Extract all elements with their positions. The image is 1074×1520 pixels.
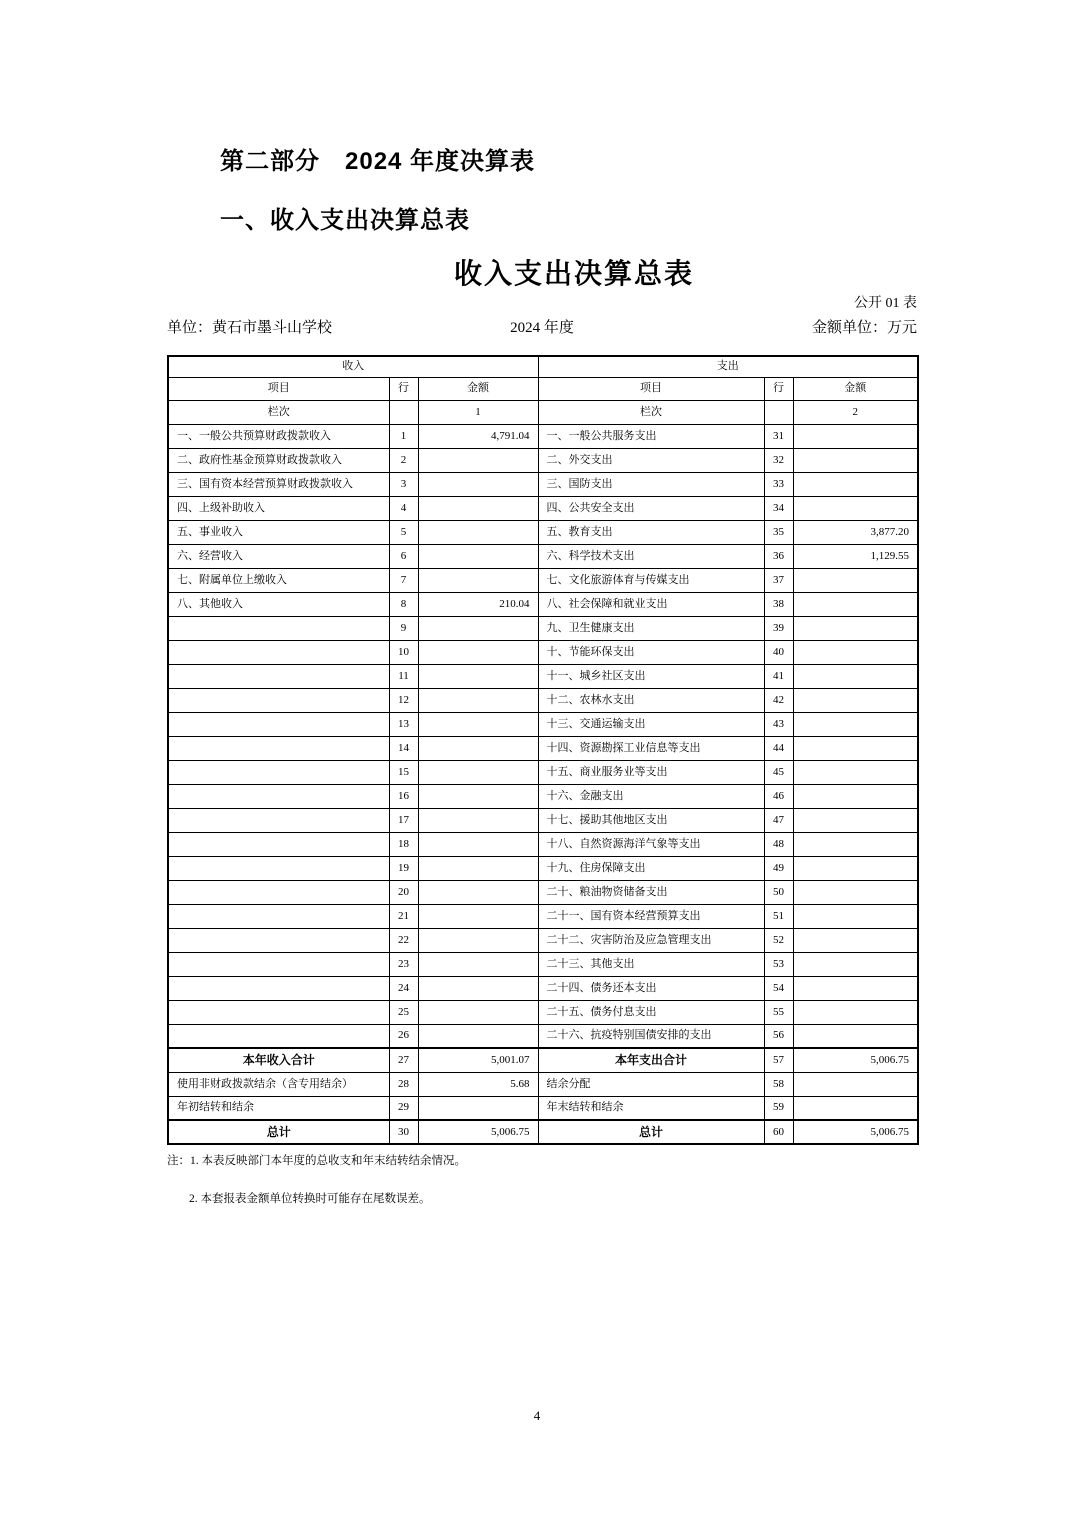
expense-item-cell: 十九、住房保障支出	[538, 856, 764, 880]
expense-rowno-cell: 41	[764, 664, 793, 688]
expense-item-cell: 五、教育支出	[538, 520, 764, 544]
income-amount-cell: 210.04	[418, 592, 538, 616]
expense-amount-cell: 1,129.55	[793, 544, 918, 568]
income-item-cell	[168, 664, 389, 688]
expense-amount-cell	[793, 856, 918, 880]
expense-item-cell: 十八、自然资源海洋气象等支出	[538, 832, 764, 856]
income-column-number: 1	[418, 400, 538, 424]
expense-amount-cell	[793, 1000, 918, 1024]
income-item-cell	[168, 736, 389, 760]
income-amount-cell	[418, 472, 538, 496]
income-item-cell	[168, 712, 389, 736]
table-row	[168, 568, 918, 592]
expense-rowno-cell: 37	[764, 568, 793, 592]
income-item-cell: 五、事业收入	[168, 520, 389, 544]
income-rowno-cell: 27	[389, 1048, 418, 1072]
income-item-cell: 总计	[168, 1120, 389, 1144]
expense-item-cell: 二十二、灾害防治及应急管理支出	[538, 928, 764, 952]
income-rowno-cell: 12	[389, 688, 418, 712]
income-item-cell: 八、其他收入	[168, 592, 389, 616]
income-rowno-cell: 1	[389, 424, 418, 448]
income-item-cell	[168, 808, 389, 832]
income-rowno-cell: 3	[389, 472, 418, 496]
income-rowno-cell: 29	[389, 1096, 418, 1120]
income-amount-cell	[418, 784, 538, 808]
table-row	[168, 832, 918, 856]
expense-rowno-cell: 48	[764, 832, 793, 856]
column-index-row	[168, 400, 918, 424]
income-amount-cell: 5,001.07	[418, 1048, 538, 1072]
page-number: 4	[533, 1408, 541, 1423]
income-rowno-cell: 26	[389, 1024, 418, 1048]
expense-amount-cell: 5,006.75	[793, 1120, 918, 1144]
expense-rowno-cell: 39	[764, 616, 793, 640]
expense-amount-cell	[793, 784, 918, 808]
table-row	[168, 760, 918, 784]
expense-lanci-label: 栏次	[538, 400, 764, 424]
expense-rowno-cell: 42	[764, 688, 793, 712]
income-rowno-cell: 15	[389, 760, 418, 784]
column-header-row	[168, 377, 918, 400]
expense-amount-cell	[793, 712, 918, 736]
income-item-cell	[168, 880, 389, 904]
table-row	[168, 712, 918, 736]
income-rowno-cell: 17	[389, 808, 418, 832]
expense-item-column-header: 项目	[538, 377, 764, 400]
table-row	[168, 640, 918, 664]
income-amount-cell	[418, 664, 538, 688]
income-amount-cell	[418, 448, 538, 472]
income-lanci-empty-cell	[389, 400, 418, 424]
income-item-cell	[168, 616, 389, 640]
expense-item-cell: 三、国防支出	[538, 472, 764, 496]
section-title: 第二部分 2024 年度决算表	[220, 148, 536, 175]
income-item-cell	[168, 1024, 389, 1048]
note-line-1: 注：1. 本表反映部门本年度的总收支和年末结转结余情况。	[167, 1155, 466, 1167]
expense-item-cell: 十四、资源勘探工业信息等支出	[538, 736, 764, 760]
table-title: 收入支出决算总表	[453, 259, 694, 290]
expense-item-cell: 九、卫生健康支出	[538, 616, 764, 640]
expense-amount-column-header: 金额	[793, 377, 918, 400]
expense-amount-cell: 5,006.75	[793, 1048, 918, 1072]
table-row	[168, 808, 918, 832]
expense-rowno-cell: 40	[764, 640, 793, 664]
table-row	[168, 736, 918, 760]
table-row	[168, 1048, 918, 1072]
income-item-cell	[168, 688, 389, 712]
income-item-cell: 四、上级补助收入	[168, 496, 389, 520]
income-rowno-cell: 16	[389, 784, 418, 808]
income-amount-cell	[418, 856, 538, 880]
expense-item-cell: 十三、交通运输支出	[538, 712, 764, 736]
expense-rowno-cell: 35	[764, 520, 793, 544]
table-row	[168, 592, 918, 616]
income-rowno-cell: 21	[389, 904, 418, 928]
income-item-cell: 三、国有资本经营预算财政拨款收入	[168, 472, 389, 496]
expense-rowno-cell: 59	[764, 1096, 793, 1120]
expense-amount-cell	[793, 880, 918, 904]
expense-amount-cell	[793, 904, 918, 928]
table-row	[168, 1096, 918, 1120]
section-header-row	[168, 356, 918, 377]
expense-amount-cell	[793, 640, 918, 664]
expense-item-cell: 十五、商业服务业等支出	[538, 760, 764, 784]
expense-item-cell: 总计	[538, 1120, 764, 1144]
income-rowno-cell: 11	[389, 664, 418, 688]
income-item-cell	[168, 784, 389, 808]
expense-item-cell: 六、科学技术支出	[538, 544, 764, 568]
income-item-cell: 本年收入合计	[168, 1048, 389, 1072]
income-rowno-cell: 23	[389, 952, 418, 976]
expense-amount-cell	[793, 976, 918, 1000]
note-line-2: 2. 本套报表金额单位转换时可能存在尾数误差。	[189, 1193, 431, 1205]
income-item-cell: 六、经营收入	[168, 544, 389, 568]
expense-amount-cell: 3,877.20	[793, 520, 918, 544]
expense-rowno-cell: 38	[764, 592, 793, 616]
table-row	[168, 1024, 918, 1048]
expense-amount-cell	[793, 688, 918, 712]
income-amount-cell: 5.68	[418, 1072, 538, 1096]
income-amount-cell: 4,791.04	[418, 424, 538, 448]
income-item-cell: 七、附属单位上缴收入	[168, 568, 389, 592]
expense-rowno-cell: 49	[764, 856, 793, 880]
income-amount-cell	[418, 1024, 538, 1048]
income-rowno-cell: 28	[389, 1072, 418, 1096]
expense-item-cell: 十一、城乡社区支出	[538, 664, 764, 688]
expense-rowno-cell: 54	[764, 976, 793, 1000]
expense-amount-cell	[793, 928, 918, 952]
income-amount-cell	[418, 808, 538, 832]
income-rowno-cell: 25	[389, 1000, 418, 1024]
expense-rowno-cell: 46	[764, 784, 793, 808]
table-row	[168, 1072, 918, 1096]
expense-amount-cell	[793, 1096, 918, 1120]
expense-rowno-cell: 57	[764, 1048, 793, 1072]
income-section-header: 收入	[168, 356, 538, 377]
table-row	[168, 688, 918, 712]
income-item-cell: 一、一般公共预算财政拨款收入	[168, 424, 389, 448]
subsection-title: 一、收入支出决算总表	[220, 207, 470, 234]
income-amount-cell	[418, 640, 538, 664]
expense-rowno-cell: 32	[764, 448, 793, 472]
income-rowno-cell: 9	[389, 616, 418, 640]
income-item-column-header: 项目	[168, 377, 389, 400]
expense-item-cell: 本年支出合计	[538, 1048, 764, 1072]
table-row	[168, 1000, 918, 1024]
income-rowno-cell: 2	[389, 448, 418, 472]
income-item-cell	[168, 1000, 389, 1024]
income-item-cell: 年初结转和结余	[168, 1096, 389, 1120]
income-item-cell	[168, 856, 389, 880]
expense-rowno-cell: 60	[764, 1120, 793, 1144]
income-item-cell	[168, 832, 389, 856]
income-item-cell	[168, 976, 389, 1000]
expense-rowno-cell: 45	[764, 760, 793, 784]
expense-column-number: 2	[793, 400, 918, 424]
table-row	[168, 448, 918, 472]
expense-item-cell: 二十三、其他支出	[538, 952, 764, 976]
income-amount-cell	[418, 736, 538, 760]
income-item-cell	[168, 640, 389, 664]
income-rowno-cell: 6	[389, 544, 418, 568]
income-rowno-cell: 7	[389, 568, 418, 592]
income-item-cell: 二、政府性基金预算财政拨款收入	[168, 448, 389, 472]
income-rowno-cell: 14	[389, 736, 418, 760]
expense-item-cell: 七、文化旅游体育与传媒支出	[538, 568, 764, 592]
year-label: 2024 年度	[510, 320, 574, 336]
unit-label: 单位：黄石市墨斗山学校	[167, 320, 333, 336]
income-rowno-column-header: 行	[389, 377, 418, 400]
table-row	[168, 952, 918, 976]
income-amount-cell	[418, 880, 538, 904]
expense-rowno-cell: 44	[764, 736, 793, 760]
table-row	[168, 904, 918, 928]
expense-lanci-empty-cell	[764, 400, 793, 424]
expense-rowno-cell: 51	[764, 904, 793, 928]
expense-rowno-cell: 58	[764, 1072, 793, 1096]
expense-item-cell: 十、节能环保支出	[538, 640, 764, 664]
expense-item-cell: 十七、援助其他地区支出	[538, 808, 764, 832]
income-lanci-label: 栏次	[168, 400, 389, 424]
expense-item-cell: 二十五、债务付息支出	[538, 1000, 764, 1024]
expense-amount-cell	[793, 592, 918, 616]
amount-unit-label: 金额单位：万元	[811, 320, 917, 336]
expense-amount-cell	[793, 568, 918, 592]
income-amount-cell	[418, 616, 538, 640]
income-rowno-cell: 10	[389, 640, 418, 664]
budget-table	[167, 355, 919, 1145]
expense-amount-cell	[793, 424, 918, 448]
expense-amount-cell	[793, 472, 918, 496]
expense-item-cell: 结余分配	[538, 1072, 764, 1096]
income-amount-cell	[418, 712, 538, 736]
income-rowno-cell: 20	[389, 880, 418, 904]
expense-rowno-cell: 56	[764, 1024, 793, 1048]
expense-amount-cell	[793, 760, 918, 784]
table-row	[168, 544, 918, 568]
income-amount-cell	[418, 496, 538, 520]
income-rowno-cell: 13	[389, 712, 418, 736]
income-amount-cell	[418, 544, 538, 568]
expense-section-header: 支出	[538, 356, 918, 377]
table-row	[168, 928, 918, 952]
table-row	[168, 1120, 918, 1144]
expense-rowno-cell: 55	[764, 1000, 793, 1024]
income-amount-cell	[418, 976, 538, 1000]
income-amount-cell	[418, 568, 538, 592]
expense-rowno-cell: 36	[764, 544, 793, 568]
expense-item-cell: 年末结转和结余	[538, 1096, 764, 1120]
table-row	[168, 496, 918, 520]
income-amount-cell	[418, 832, 538, 856]
income-rowno-cell: 30	[389, 1120, 418, 1144]
expense-item-cell: 八、社会保障和就业支出	[538, 592, 764, 616]
expense-rowno-cell: 53	[764, 952, 793, 976]
expense-rowno-cell: 33	[764, 472, 793, 496]
expense-item-cell: 十二、农林水支出	[538, 688, 764, 712]
expense-amount-cell	[793, 808, 918, 832]
expense-rowno-cell: 43	[764, 712, 793, 736]
expense-amount-cell	[793, 832, 918, 856]
table-meta-line	[167, 316, 917, 337]
income-amount-cell	[418, 760, 538, 784]
table-code-label: 公开 01 表	[854, 296, 917, 311]
income-amount-cell: 5,006.75	[418, 1120, 538, 1144]
income-amount-cell	[418, 688, 538, 712]
table-row	[168, 784, 918, 808]
expense-item-cell: 二十、粮油物资储备支出	[538, 880, 764, 904]
expense-amount-cell	[793, 496, 918, 520]
expense-amount-cell	[793, 616, 918, 640]
income-rowno-cell: 24	[389, 976, 418, 1000]
income-amount-cell	[418, 1000, 538, 1024]
expense-amount-cell	[793, 736, 918, 760]
income-rowno-cell: 18	[389, 832, 418, 856]
expense-rowno-cell: 34	[764, 496, 793, 520]
income-amount-cell	[418, 928, 538, 952]
income-item-cell	[168, 760, 389, 784]
income-rowno-cell: 19	[389, 856, 418, 880]
table-row	[168, 424, 918, 448]
table-row	[168, 616, 918, 640]
income-item-cell	[168, 904, 389, 928]
expense-item-cell: 四、公共安全支出	[538, 496, 764, 520]
income-amount-cell	[418, 952, 538, 976]
expense-item-cell: 十六、金融支出	[538, 784, 764, 808]
income-rowno-cell: 4	[389, 496, 418, 520]
income-amount-cell	[418, 520, 538, 544]
income-rowno-cell: 22	[389, 928, 418, 952]
table-body	[168, 424, 918, 1144]
expense-item-cell: 二、外交支出	[538, 448, 764, 472]
table-notes	[167, 1152, 917, 1206]
expense-rowno-cell: 31	[764, 424, 793, 448]
table-row	[168, 472, 918, 496]
expense-rowno-cell: 52	[764, 928, 793, 952]
income-amount-column-header: 金额	[418, 377, 538, 400]
expense-rowno-cell: 47	[764, 808, 793, 832]
table-row	[168, 976, 918, 1000]
expense-item-cell: 二十一、国有资本经营预算支出	[538, 904, 764, 928]
income-amount-cell	[418, 904, 538, 928]
income-item-cell: 使用非财政拨款结余（含专用结余）	[168, 1072, 389, 1096]
expense-amount-cell	[793, 1024, 918, 1048]
expense-rowno-column-header: 行	[764, 377, 793, 400]
expense-item-cell: 一、一般公共服务支出	[538, 424, 764, 448]
expense-item-cell: 二十四、债务还本支出	[538, 976, 764, 1000]
expense-amount-cell	[793, 664, 918, 688]
income-item-cell	[168, 952, 389, 976]
income-item-cell	[168, 928, 389, 952]
income-amount-cell	[418, 1096, 538, 1120]
expense-rowno-cell: 50	[764, 880, 793, 904]
table-row	[168, 880, 918, 904]
income-rowno-cell: 8	[389, 592, 418, 616]
table-row	[168, 856, 918, 880]
expense-item-cell: 二十六、抗疫特别国债安排的支出	[538, 1024, 764, 1048]
expense-amount-cell	[793, 1072, 918, 1096]
expense-amount-cell	[793, 952, 918, 976]
income-rowno-cell: 5	[389, 520, 418, 544]
expense-amount-cell	[793, 448, 918, 472]
table-row	[168, 664, 918, 688]
table-row	[168, 520, 918, 544]
